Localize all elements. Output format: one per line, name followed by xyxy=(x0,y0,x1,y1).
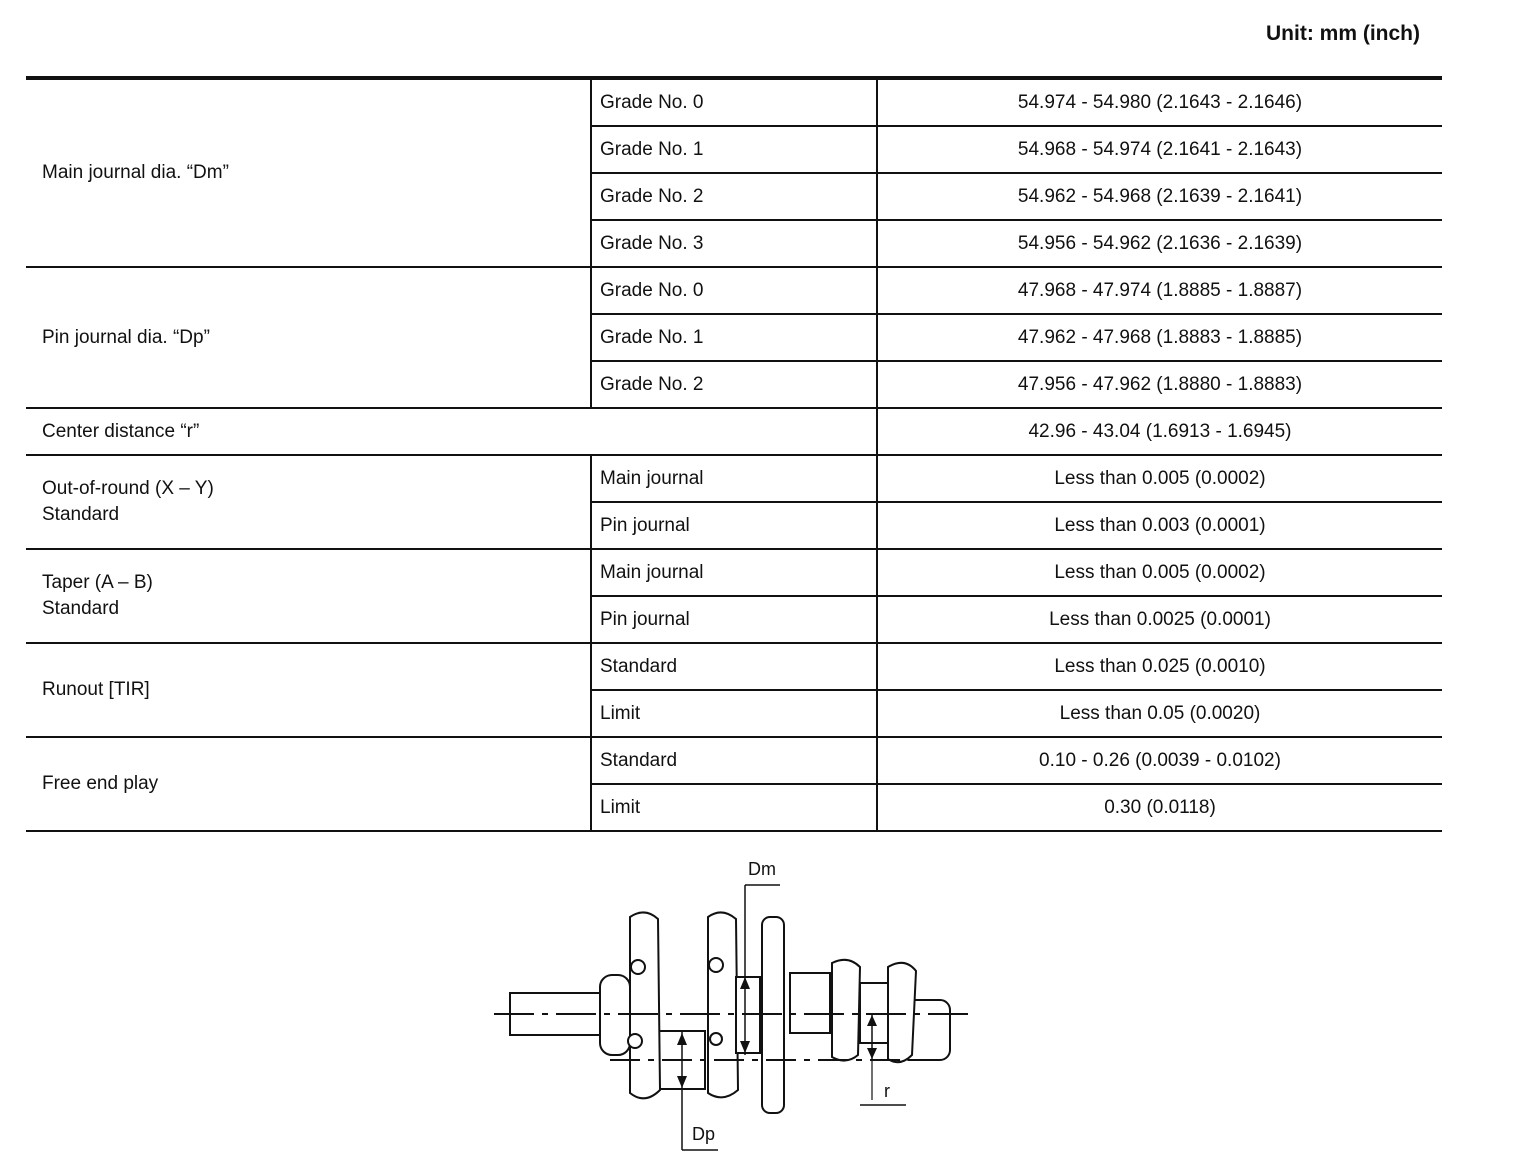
sub-label: Grade No. 1 xyxy=(591,126,877,173)
spec-value: Less than 0.005 (0.0002) xyxy=(877,549,1442,596)
spec-value: 54.956 - 54.962 (2.1636 - 2.1639) xyxy=(877,220,1442,267)
dp-label: Dp xyxy=(692,1124,716,1144)
spec-value: 47.968 - 47.974 (1.8885 - 1.8887) xyxy=(877,267,1442,314)
crankshaft-spec-table xyxy=(26,76,1442,832)
spec-value: 0.30 (0.0118) xyxy=(877,784,1442,831)
sub-label: Grade No. 1 xyxy=(591,314,877,361)
sub-label: Main journal xyxy=(591,549,877,596)
taper-label xyxy=(26,549,591,643)
unit-label: Unit: mm (inch) xyxy=(1266,22,1420,45)
spec-value: 54.968 - 54.974 (2.1641 - 2.1643) xyxy=(877,126,1442,173)
sub-label: Grade No. 0 xyxy=(591,78,877,126)
out-of-round-label xyxy=(26,455,591,549)
sub-label: Grade No. 3 xyxy=(591,220,877,267)
spec-value: 47.962 - 47.968 (1.8883 - 1.8885) xyxy=(877,314,1442,361)
pin-journal-label: Pin journal dia. “Dp” xyxy=(26,267,591,408)
spec-value: 54.974 - 54.980 (2.1643 - 2.1646) xyxy=(877,78,1442,126)
table-row xyxy=(26,643,1442,690)
sub-label: Standard xyxy=(591,643,877,690)
r-arrow-down xyxy=(867,1048,877,1059)
crank-web-4 xyxy=(832,960,860,1061)
sub-label: Grade No. 2 xyxy=(591,361,877,408)
free-end-play-label: Free end play xyxy=(26,737,591,831)
spec-value: Less than 0.0025 (0.0001) xyxy=(877,596,1442,643)
spec-value: 47.956 - 47.962 (1.8880 - 1.8883) xyxy=(877,361,1442,408)
table-row xyxy=(26,408,1442,455)
spec-value: 0.10 - 0.26 (0.0039 - 0.0102) xyxy=(877,737,1442,784)
spec-value: Less than 0.005 (0.0002) xyxy=(877,455,1442,502)
taper-title: Taper (A – B) xyxy=(42,572,153,593)
main-journal-label: Main journal dia. “Dm” xyxy=(26,78,591,267)
crank-web-2 xyxy=(708,912,738,1097)
spec-value: 42.96 - 43.04 (1.6913 - 1.6945) xyxy=(877,408,1442,455)
table-row xyxy=(26,737,1442,784)
crankshaft-diagram xyxy=(480,845,1000,1155)
sub-label: Pin journal xyxy=(591,502,877,549)
out-of-round-standard: Standard xyxy=(42,504,120,525)
center-distance-label: Center distance “r” xyxy=(26,408,877,455)
crank-web-1 xyxy=(630,912,660,1098)
table-row xyxy=(26,455,1442,502)
sub-label: Limit xyxy=(591,784,877,831)
oil-hole xyxy=(710,1033,722,1045)
runout-label: Runout [TIR] xyxy=(26,643,591,737)
oil-hole xyxy=(631,960,645,974)
sub-label: Standard xyxy=(591,737,877,784)
table-row xyxy=(26,549,1442,596)
spec-value: 54.962 - 54.968 (2.1639 - 2.1641) xyxy=(877,173,1442,220)
table-row xyxy=(26,267,1442,314)
dm-label: Dm xyxy=(748,859,776,879)
sub-label: Pin journal xyxy=(591,596,877,643)
sub-label: Grade No. 0 xyxy=(591,267,877,314)
spec-value: Less than 0.003 (0.0001) xyxy=(877,502,1442,549)
r-label: r xyxy=(884,1081,890,1101)
oil-hole xyxy=(709,958,723,972)
sub-label: Limit xyxy=(591,690,877,737)
crank-web-5 xyxy=(888,963,916,1062)
out-of-round-title: Out-of-round (X – Y) xyxy=(42,478,214,499)
sub-label: Main journal xyxy=(591,455,877,502)
spec-value: Less than 0.025 (0.0010) xyxy=(877,643,1442,690)
taper-standard: Standard xyxy=(42,598,120,619)
main-journal-body xyxy=(790,973,830,1033)
table-row xyxy=(26,78,1442,126)
spec-value: Less than 0.05 (0.0020) xyxy=(877,690,1442,737)
oil-hole xyxy=(628,1034,642,1048)
sub-label: Grade No. 2 xyxy=(591,173,877,220)
